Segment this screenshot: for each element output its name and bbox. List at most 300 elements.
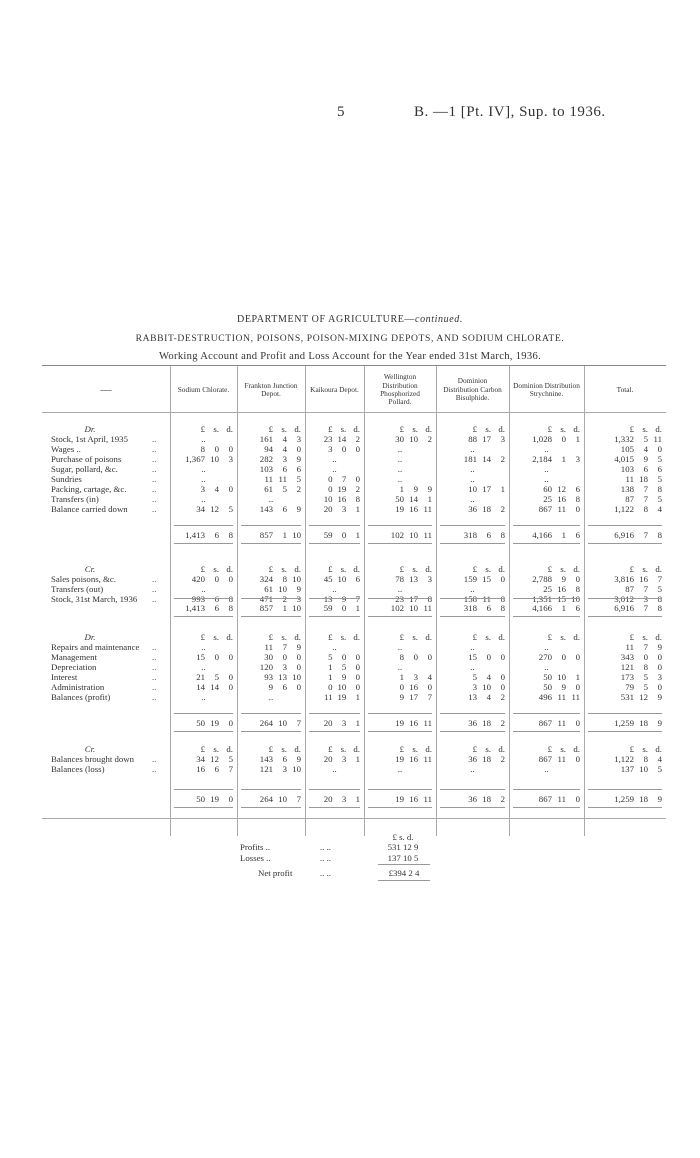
cell-shillings: 9	[643, 454, 648, 464]
table-cell	[237, 642, 301, 652]
total-rule-bottom	[440, 543, 505, 544]
cell-shillings: s.	[213, 744, 219, 754]
cell-pence: 3	[296, 594, 301, 604]
table-cell	[584, 454, 662, 464]
total-cell	[364, 530, 432, 540]
table-cell	[364, 494, 432, 504]
table-cell	[364, 574, 432, 584]
cell-pence: 0	[575, 574, 580, 584]
table-cell	[509, 652, 580, 662]
table-cell	[584, 494, 662, 504]
table-cell: ..	[268, 692, 274, 702]
cell-pounds: 87	[625, 494, 634, 504]
section-heading: Dr.	[84, 632, 96, 642]
total-rule-bottom	[309, 616, 360, 617]
table-cell	[305, 754, 360, 764]
cell-shillings: 16	[409, 718, 418, 728]
cell-pounds: 1	[328, 672, 333, 682]
cell-shillings: s.	[560, 424, 566, 434]
table-cell	[509, 484, 580, 494]
total-rule-bottom	[513, 807, 580, 808]
cell-shillings: 10	[278, 794, 287, 804]
cell-pence: 11	[653, 434, 662, 444]
table-cell: ..	[201, 662, 206, 672]
cell-pounds: 3	[472, 682, 477, 692]
table-cell: ..	[544, 464, 549, 474]
cell-shillings: 8	[643, 754, 648, 764]
table-cell	[584, 464, 662, 474]
cell-shillings: 3	[341, 718, 347, 728]
table-cell	[584, 754, 662, 764]
cell-shillings: 0	[341, 530, 347, 540]
table-cell	[170, 484, 233, 494]
total-cell	[509, 530, 580, 540]
cell-pounds: 1,413	[185, 603, 205, 613]
summary-dots: .. ..	[320, 853, 331, 863]
total-cell	[584, 718, 662, 728]
cell-pounds: £	[399, 632, 404, 642]
cell-pence: 0	[355, 682, 360, 692]
cell-pence: 1	[500, 484, 505, 494]
total-rule	[241, 525, 301, 526]
cell-pence: 8	[228, 603, 233, 613]
cell-pounds: 857	[259, 530, 273, 540]
cell-shillings: 5	[341, 662, 347, 672]
cell-pence: 0	[575, 682, 580, 692]
cell-pounds: 11	[324, 692, 333, 702]
cell-shillings: 16	[409, 504, 418, 514]
cell-pounds: 25	[543, 584, 552, 594]
cell-pence: 9	[427, 484, 432, 494]
cell-shillings: 12	[210, 754, 219, 764]
table-cell: ..	[397, 464, 403, 474]
cell-pence: d.	[353, 632, 360, 642]
cell-pence: 8	[575, 494, 580, 504]
cell-shillings: 5	[214, 672, 219, 682]
cell-shillings: 5	[643, 672, 648, 682]
cell-shillings: 18	[482, 794, 491, 804]
table-cell	[584, 574, 662, 584]
cell-shillings: s.	[642, 632, 648, 642]
cell-shillings: 0	[486, 652, 491, 662]
cell-pence: 2	[500, 754, 505, 764]
cell-pence: 1	[575, 672, 580, 682]
cell-pounds: 1,259	[614, 718, 634, 728]
cell-shillings: s.	[213, 424, 219, 434]
cell-pence: 8	[575, 584, 580, 594]
total-rule	[588, 598, 662, 599]
total-rule-bottom	[174, 807, 233, 808]
cell-pence: 0	[355, 652, 360, 662]
cell-pence: d.	[425, 564, 432, 574]
total-rule	[368, 598, 432, 599]
row-label: Balances brought down	[51, 754, 135, 764]
cell-shillings: s.	[281, 424, 287, 434]
cell-pence: 7	[427, 692, 432, 702]
cell-pounds: 1,122	[614, 754, 634, 764]
table-cell	[436, 454, 505, 464]
cell-shillings: 0	[214, 444, 219, 454]
cell-pounds: 23	[323, 434, 333, 444]
cell-pounds: £	[472, 632, 477, 642]
row-label: Administration	[51, 682, 105, 692]
department-title	[0, 314, 700, 325]
table-cell	[364, 754, 432, 764]
cell-pounds: 158	[463, 594, 477, 604]
cell-shillings: 11	[278, 474, 287, 484]
cell-shillings: 18	[482, 754, 491, 764]
cell-pounds: £	[399, 424, 404, 434]
cell-shillings: s.	[281, 564, 287, 574]
cell-pence: 8	[228, 530, 233, 540]
cell-pounds: 1,332	[614, 434, 634, 444]
cell-pence: 0	[355, 444, 360, 454]
cell-pounds: 94	[264, 444, 273, 454]
total-rule-bottom	[174, 616, 233, 617]
cell-shillings: 6	[643, 464, 648, 474]
table-cell	[170, 764, 233, 774]
cell-shillings: 0	[561, 652, 566, 662]
cell-pence: d.	[655, 744, 662, 754]
section-heading: Dr.	[84, 424, 96, 434]
cell-shillings: 12	[639, 692, 648, 702]
cell-pounds: 20	[323, 794, 333, 804]
total-rule	[588, 713, 662, 714]
table-cell	[237, 474, 301, 484]
cell-pounds: 20	[323, 504, 333, 514]
table-cell	[509, 434, 580, 444]
cell-pence: 1	[355, 504, 360, 514]
cell-shillings: s.	[412, 632, 418, 642]
total-cell	[436, 530, 505, 540]
cell-shillings: 0	[282, 652, 287, 662]
total-rule	[309, 598, 360, 599]
table-cell	[509, 574, 580, 584]
cell-pounds: 15	[468, 652, 477, 662]
cell-pence: 4	[657, 754, 662, 764]
total-rule	[174, 789, 233, 790]
series-reference: B. —1 [Pt. IV], Sup. to 1936.	[414, 104, 606, 120]
cell-shillings: 4	[486, 692, 491, 702]
cell-pence: 5	[657, 494, 662, 504]
cell-pounds: 2,788	[532, 574, 552, 584]
currency-header	[364, 632, 432, 642]
table-cell	[584, 584, 662, 594]
cell-pence: 7	[355, 594, 360, 604]
row-label: Balances (loss)	[51, 764, 105, 774]
column-header	[305, 369, 364, 411]
cell-pounds: 103	[259, 464, 273, 474]
currency-header	[436, 744, 505, 754]
total-cell	[170, 530, 233, 540]
cell-shillings: 14	[337, 434, 347, 444]
cell-pence: 8	[657, 603, 662, 613]
cell-pounds: 531	[620, 692, 634, 702]
currency-header	[305, 424, 360, 434]
net-profit-rule	[378, 880, 430, 881]
table-cell: ..	[201, 464, 206, 474]
table-cell	[584, 642, 662, 652]
cell-pounds: 11	[625, 642, 634, 652]
cell-pounds: 93	[264, 672, 273, 682]
currency-header	[509, 424, 580, 434]
currency-header	[584, 424, 662, 434]
cell-pounds: 50	[543, 672, 552, 682]
cell-shillings: s.	[340, 424, 347, 434]
cell-shillings: 6	[282, 464, 287, 474]
row-leader-dots: ..	[152, 454, 157, 464]
cell-shillings: 11	[557, 504, 566, 514]
row-label: Sales poisons, &c.	[51, 574, 116, 584]
cell-pence: 1	[355, 603, 360, 613]
cell-shillings: 11	[482, 594, 491, 604]
cell-pence: d.	[226, 744, 233, 754]
cell-pence: 5	[228, 504, 233, 514]
cell-pounds: 3,012	[614, 594, 634, 604]
cell-pence: 5	[296, 474, 301, 484]
table-cell: ..	[470, 764, 475, 774]
cell-pence: 0	[228, 484, 233, 494]
cell-shillings: 4	[214, 484, 219, 494]
cell-pence: 5	[657, 584, 662, 594]
table-cell	[170, 754, 233, 764]
row-leader-dots: ..	[152, 692, 157, 702]
cell-shillings: 3	[282, 454, 287, 464]
table-cell	[584, 444, 662, 454]
cell-pence: d.	[655, 564, 662, 574]
currency-header	[305, 744, 360, 754]
cell-pounds: 857	[259, 603, 273, 613]
cell-pence: d.	[226, 632, 233, 642]
cell-pence: 0	[500, 672, 505, 682]
cell-pence: 9	[296, 584, 301, 594]
total-rule-bottom	[513, 543, 580, 544]
row-leader-dots: ..	[152, 662, 157, 672]
cell-pounds: £	[399, 564, 404, 574]
total-cell	[436, 603, 505, 613]
cell-pence: 10	[571, 594, 580, 604]
column-header	[170, 369, 237, 411]
cell-pence: d.	[294, 564, 301, 574]
cell-shillings: 0	[643, 652, 648, 662]
cell-pence: 11	[423, 530, 432, 540]
cell-pounds: 102	[390, 530, 404, 540]
cell-pounds: £	[328, 632, 333, 642]
column-header-label: Sodium Chlorate.	[177, 384, 230, 394]
cell-pounds: 59	[323, 530, 333, 540]
cell-pence: 7	[296, 718, 301, 728]
row-leader-dots: ..	[152, 754, 157, 764]
total-rule-bottom	[440, 616, 505, 617]
cell-shillings: 8	[643, 662, 648, 672]
table-cell	[237, 464, 301, 474]
cell-pounds: 159	[463, 574, 477, 584]
cell-pence: 9	[657, 692, 662, 702]
cell-pence: 11	[423, 504, 432, 514]
cell-pounds: 11	[264, 642, 273, 652]
column-header-label: Total.	[616, 384, 634, 394]
cell-shillings: s.	[485, 744, 491, 754]
cell-pounds: £	[328, 744, 333, 754]
table-cell: ..	[201, 434, 206, 444]
cell-pence: 0	[228, 794, 233, 804]
cell-pounds: £	[268, 424, 273, 434]
table-cell	[584, 682, 662, 692]
currency-header	[305, 632, 360, 642]
cell-pence: d.	[294, 424, 301, 434]
cell-pounds: 19	[395, 754, 404, 764]
table-cell	[584, 434, 662, 444]
cell-pence: 11	[571, 692, 580, 702]
cell-pounds: 13	[323, 594, 333, 604]
cell-shillings: 4	[282, 434, 287, 444]
cell-shillings: 10	[639, 764, 648, 774]
cell-pence: 0	[228, 652, 233, 662]
cell-pounds: 36	[468, 718, 477, 728]
cell-pence: 0	[427, 652, 432, 662]
cell-pence: d.	[425, 632, 432, 642]
total-rule-bottom	[513, 731, 580, 732]
row-label: Packing, cartage, &c.	[51, 484, 127, 494]
cell-pence: d.	[573, 744, 580, 754]
table-cell: ..	[544, 474, 549, 484]
table-cell: ..	[201, 494, 206, 504]
cell-pounds: 9	[268, 682, 273, 692]
table-cell	[305, 662, 360, 672]
cell-shillings: 10	[337, 574, 347, 584]
table-cell: ..	[470, 662, 475, 672]
table-cell	[364, 682, 432, 692]
cell-pounds: 45	[323, 574, 333, 584]
table-top-rule	[42, 365, 666, 366]
total-cell	[237, 718, 301, 728]
table-cell	[305, 494, 360, 504]
cell-shillings: 17	[409, 692, 418, 702]
cell-shillings: 6	[282, 754, 287, 764]
table-cell: ..	[332, 764, 337, 774]
column-divider	[364, 366, 365, 836]
cell-shillings: s.	[213, 564, 219, 574]
cell-shillings: 13	[409, 574, 418, 584]
cell-pounds: £	[200, 744, 205, 754]
cell-pence: d.	[655, 632, 662, 642]
cell-pounds: £	[629, 744, 634, 754]
cell-shillings: 6	[282, 682, 287, 692]
cell-pence: 4	[657, 504, 662, 514]
cell-pounds: 5	[472, 672, 477, 682]
table-cell: ..	[397, 662, 403, 672]
total-cell	[509, 794, 580, 804]
cell-shillings: 19	[337, 484, 347, 494]
cell-shillings: s.	[213, 632, 219, 642]
table-cell	[436, 574, 505, 584]
cell-pounds: 6,916	[614, 603, 634, 613]
table-cell	[509, 504, 580, 514]
cell-shillings: 17	[482, 484, 491, 494]
currency-header	[364, 564, 432, 574]
total-rule-bottom	[368, 731, 432, 732]
table-cell	[584, 672, 662, 682]
cell-pence: 10	[292, 672, 301, 682]
table-cell	[237, 672, 301, 682]
table-cell: ..	[397, 474, 403, 484]
cell-shillings: s.	[412, 564, 418, 574]
cell-pence: d.	[294, 632, 301, 642]
cell-shillings: 7	[341, 474, 347, 484]
cell-pounds: 102	[390, 603, 404, 613]
cell-shillings: 18	[639, 474, 648, 484]
cell-pounds: 0	[328, 484, 333, 494]
cell-pounds: 343	[620, 652, 634, 662]
cell-pence: 9	[296, 754, 301, 764]
cell-pounds: 138	[620, 484, 634, 494]
net-profit-dots: .. ..	[320, 868, 331, 878]
table-cell	[305, 692, 360, 702]
cell-shillings: 6	[214, 530, 219, 540]
currency-header	[509, 744, 580, 754]
cell-pounds: 993	[191, 594, 205, 604]
currency-header	[237, 424, 301, 434]
cell-shillings: s.	[560, 744, 566, 754]
table-cell	[364, 484, 432, 494]
row-leader-dots: ..	[152, 484, 157, 494]
cell-pence: 9	[296, 504, 301, 514]
cell-pence: d.	[226, 424, 233, 434]
row-label: Stock, 1st April, 1935	[51, 434, 128, 444]
cell-pounds: 1	[328, 662, 333, 672]
currency-header	[305, 564, 360, 574]
table-cell	[170, 454, 233, 464]
row-label: Purchase of poisons	[51, 454, 122, 464]
cell-pence: 0	[296, 662, 301, 672]
cell-pounds: £	[547, 564, 552, 574]
cell-pence: 1	[575, 434, 580, 444]
table-cell: ..	[201, 474, 206, 484]
total-cell	[584, 530, 662, 540]
table-cell	[509, 454, 580, 464]
cell-pounds: £	[268, 744, 273, 754]
row-leader-dots: ..	[152, 464, 157, 474]
column-header-label: Wellington Distribution Phosphorized Pollard.	[380, 372, 420, 407]
table-cell: ..	[332, 454, 337, 464]
summary-currency-header: £ s. d.	[392, 832, 414, 842]
row-label: Balances (profit)	[51, 692, 111, 702]
cell-pence: 3	[228, 454, 233, 464]
cell-shillings: s.	[412, 424, 418, 434]
table-header-rule	[42, 412, 666, 413]
cell-pence: 0	[657, 682, 662, 692]
table-cell: ..	[397, 584, 403, 594]
cell-pounds: 5	[328, 652, 333, 662]
table-cell: ..	[201, 584, 206, 594]
table-cell: ..	[544, 444, 549, 454]
cell-pounds: 30	[395, 434, 404, 444]
net-profit-value: £394 2 4	[388, 868, 420, 878]
cell-shillings: 0	[214, 652, 219, 662]
cell-pounds: 25	[543, 494, 552, 504]
cell-shillings: 7	[643, 603, 648, 613]
table-cell	[436, 672, 505, 682]
cell-pounds: 137	[620, 764, 634, 774]
row-leader-dots: ..	[152, 672, 157, 682]
cell-pence: 9	[296, 642, 301, 652]
cell-shillings: 6	[214, 764, 219, 774]
table-cell	[305, 504, 360, 514]
table-cell: ..	[268, 494, 274, 504]
cell-pounds: £	[547, 424, 552, 434]
total-cell	[584, 794, 662, 804]
cell-pence: 5	[228, 754, 233, 764]
